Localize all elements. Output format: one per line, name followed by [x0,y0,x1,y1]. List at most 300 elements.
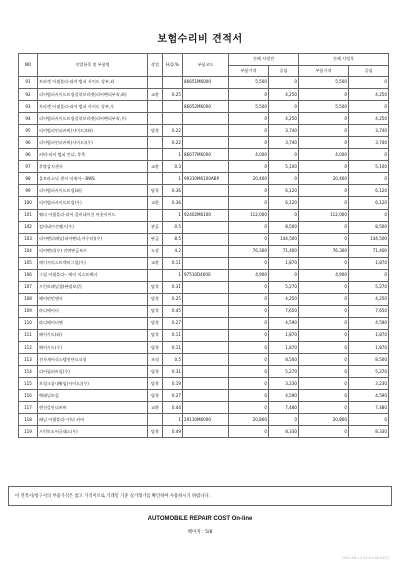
cell-no: 93 [19,101,38,113]
table-row [19,185,389,197]
cell-no: 91 [19,77,38,89]
cell-hqty: 0.5 [163,221,183,233]
cell-before-labor: 0 [269,209,299,221]
cell-code [183,197,229,209]
table-row [19,378,389,390]
cell-code [183,305,229,317]
table-row [19,293,389,305]
cell-code [183,426,229,438]
table-row [19,113,389,125]
cell-before-labor: 4,250 [269,293,299,305]
cell-after-price: 0 [299,161,349,173]
cell-after-price: 0 [299,426,349,438]
table-row [19,101,389,113]
cell-code: 86651M6000 [183,77,229,89]
cell-before-price: 112,000 [229,209,269,221]
cell-after-labor: 5,270 [349,366,389,378]
table-row [19,257,389,269]
cell-hqty: 0.11 [163,257,183,269]
cell-before-labor: 4,590 [269,390,299,402]
cell-after-labor: 5,100 [349,161,389,173]
cell-no: 96 [19,149,38,161]
cell-code [183,125,229,137]
cell-item: 컴비네이션램프(우) [38,221,148,233]
cell-before-labor: 1,870 [269,257,299,269]
col-header-work: 작업 [148,54,163,77]
cell-item: 브라켓 어셈블리-리어 범퍼 사이드 상부,좌 [38,77,148,89]
cell-hqty: 0.45 [163,305,183,317]
cell-before-labor: 6,120 [269,185,299,197]
table-row [19,77,389,89]
cell-work: 교환 [148,161,163,173]
cell-hqty: 1 [163,149,183,161]
col-header-after-price: 부품가격 [299,66,349,77]
cell-work [148,77,163,89]
cell-item: 리어범퍼사이드트림장착브라켓(리어펜더부착,우) [38,113,148,125]
cell-after-price: 0 [299,390,349,402]
cell-after-labor: 0 [349,77,389,89]
cell-hqty: 0.22 [163,137,183,149]
cell-after-price: 0 [299,354,349,366]
cell-hqty: 0.27 [163,317,183,329]
table-row [19,137,389,149]
cell-after-labor: 5,270 [349,281,389,293]
cell-item: 라디에이터 [38,305,148,317]
cell-after-price: 5,500 [299,101,349,113]
cell-no: 117 [19,402,38,414]
cell-before-price: 0 [229,390,269,402]
cell-before-price: 0 [229,257,269,269]
cell-work: 교환 [148,402,163,414]
cell-item: 웨더 어셈블리-리어 콤비네이션 아웃사이드 [38,209,148,221]
cell-after-labor: 7,650 [349,305,389,317]
cell-work: 탈착 [148,317,163,329]
document-title: 보험수리비 견적서 [157,34,243,45]
cell-no: 119 [19,426,38,438]
cell-after-labor: 8,330 [349,426,389,438]
footer-brand: AUTOMOBILE REPAIR COST On-line [147,516,253,522]
table-row [19,281,389,293]
cell-after-labor: 4,590 [349,390,389,402]
table-row [19,414,389,426]
table-row [19,305,389,317]
cell-no: 97 [19,161,38,173]
cell-no: 98 [19,173,38,185]
cell-item: 백패널트림 [38,390,148,402]
cell-work [148,101,163,113]
cell-after-price: 0 [299,185,349,197]
cell-before-price: 0 [229,137,269,149]
table-row [19,269,389,281]
cell-work: 탈착 [148,426,163,438]
cell-code [183,402,229,414]
cell-work: 탈착 [148,281,163,293]
cell-before-price: 20,400 [229,173,269,185]
cell-before-price: 0 [229,221,269,233]
cell-work: 탈착 [148,378,163,390]
table-row [19,89,389,101]
table-row [19,233,389,245]
cell-before-price: 5,500 [229,101,269,113]
cell-no: 108 [19,293,38,305]
cell-no: 104 [19,245,38,257]
cell-code [183,221,229,233]
cell-after-labor: 0 [349,149,389,161]
cell-hqty: 1 [163,173,183,185]
cell-before-price: 4,000 [229,149,269,161]
cell-hqty: 8.5 [163,233,183,245]
col-header-after-labor: 공임 [349,66,389,77]
cell-hqty: 0.36 [163,197,183,209]
cell-before-labor: 6,120 [269,197,299,209]
cell-no: 107 [19,281,38,293]
cell-item: 브라켓 어셈블리-리어 범퍼 사이드 상부,우 [38,101,148,113]
cell-work [148,149,163,161]
cell-after-labor: 0 [349,101,389,113]
cell-after-labor: 6,120 [349,197,389,209]
cell-before-labor: 7,480 [269,402,299,414]
cell-code [183,293,229,305]
cell-before-price: 0 [229,161,269,173]
cell-work: 도장 [148,245,163,257]
cell-item: 리어범퍼사이드트림장착브라켓(리어펜더부착,좌) [38,89,148,101]
cell-item: 헤어펀빈앤사 [38,293,148,305]
cell-code [183,89,229,101]
cell-code: 97510D4000 [183,269,229,281]
cell-after-labor: 4,250 [349,89,389,101]
cell-hqty [163,101,183,113]
disclaimer-note: 이 견적서/청구서의 부품가격은 참고 가격이므로 거래일 기준 실거래가를 확인하여 사용하시기 바랍니다. [8,486,392,506]
cell-work: 탈착 [148,342,163,354]
cell-after-labor: 1,870 [349,329,389,341]
cell-hqty: 0.31 [163,366,183,378]
cell-work: 탈착 [148,125,163,137]
table-row [19,209,389,221]
cell-after-price: 0 [299,89,349,101]
cell-after-labor: 3,740 [349,125,389,137]
cell-item: 리어펜더패널(리어펜더,아우터)(우) [38,233,148,245]
cell-after-price: 20,400 [299,173,349,185]
cell-item: 커버-리어 범퍼 언더, 후축 [38,149,148,161]
cell-after-price: 4,000 [299,149,349,161]
cell-before-labor: 3,230 [269,378,299,390]
cell-no: 92 [19,89,38,101]
cell-item: 리어범퍼사이드트림(좌) [38,185,148,197]
cell-after-labor: 8,500 [349,221,389,233]
cell-hqty: 0.25 [163,293,183,305]
cell-before-price: 0 [229,113,269,125]
cell-work: 교환 [148,257,163,269]
cell-before-price: 0 [229,402,269,414]
cell-code: 99310M6100ABP [183,173,229,185]
cell-work [148,113,163,125]
table-row [19,245,389,257]
cell-before-price: 5,500 [229,77,269,89]
cell-no: 95 [19,125,38,137]
cell-code [183,366,229,378]
cell-hqty [163,77,183,89]
cell-after-price: 76,300 [299,245,349,257]
cell-before-labor: 8,500 [269,354,299,366]
cell-after-price: 0 [299,378,349,390]
table-row [19,329,389,341]
cell-code [183,185,229,197]
cell-after-labor: 71,400 [349,245,389,257]
timestamp-stamp: 2020-06-15 04:01:38 KST/T [341,556,390,560]
cell-item: 그릴 어셈블리-- 에어 익스트랙터 [38,269,148,281]
cell-before-labor: 5,270 [269,366,299,378]
cell-before-price: 0 [229,305,269,317]
cell-before-price: 0 [229,329,269,341]
cell-work: 탈착 [148,329,163,341]
col-header-item: 작업항목 및 부품명 [38,54,148,77]
cell-before-labor: 8,330 [269,426,299,438]
cell-before-labor: 5,100 [269,161,299,173]
cell-code [183,317,229,329]
table-row [19,317,389,329]
cell-work [148,269,163,281]
cell-item: 패널 어셈블리--언더 커버 [38,414,148,426]
cell-hqty: 0.27 [163,390,183,402]
cell-no: 112 [19,342,38,354]
cell-before-price: 0 [229,281,269,293]
cell-work [148,137,163,149]
cell-code: 29110M6000 [183,414,229,426]
cell-before-price: 0 [229,185,269,197]
table-row [19,221,389,233]
cell-item: 전자제어식스템진단모코칭 [38,354,148,366]
cell-before-price: 0 [229,125,269,137]
cell-after-price: 0 [299,233,349,245]
cell-hqty: 0.49 [163,426,183,438]
cell-before-labor: 0 [269,149,299,161]
cell-before-labor: 3,740 [269,137,299,149]
cell-work [148,209,163,221]
cell-before-labor: 1,870 [269,342,299,354]
cell-item: 헤어가드(우) [38,342,148,354]
table-row [19,366,389,378]
cell-after-price: 0 [299,317,349,329]
cell-after-labor: 1,870 [349,257,389,269]
cell-before-price: 0 [229,233,269,245]
cell-hqty: 0.3 [163,161,183,173]
cell-code [183,281,229,293]
cell-hqty: 0.44 [163,402,183,414]
cell-item: 후방감지센서 [38,161,148,173]
cell-code [183,354,229,366]
cell-after-price: 0 [299,257,349,269]
cell-hqty: 0.5 [163,354,183,366]
cell-hqty: 0.19 [163,378,183,390]
cell-code [183,257,229,269]
table-row [19,125,389,137]
cell-no: 103 [19,233,38,245]
cell-before-labor: 71,400 [269,245,299,257]
cell-no: 99 [19,185,38,197]
cell-after-price: 0 [299,305,349,317]
cell-code [183,137,229,149]
cell-before-price: 76,300 [229,245,269,257]
col-header-no: NO [19,54,38,77]
cell-item: 라디에이터팬 [38,317,148,329]
cell-hqty: 0.11 [163,342,183,354]
cell-no: 105 [19,257,38,269]
cell-before-price: 0 [229,354,269,366]
table-row [19,161,389,173]
cell-before-labor: 0 [269,101,299,113]
estimate-table [18,53,389,438]
cell-after-price: 0 [299,137,349,149]
cell-no: 96 [19,137,38,149]
cell-before-price: 0 [229,378,269,390]
cell-no: 101 [19,209,38,221]
cell-work: 탈착 [148,366,163,378]
cell-before-labor: 4,250 [269,89,299,101]
cell-work [148,414,163,426]
cell-after-labor: 0 [349,173,389,185]
cell-before-labor: 0 [269,414,299,426]
cell-after-price: 0 [299,113,349,125]
cell-work: 관공 [148,221,163,233]
cell-after-labor: 4,250 [349,293,389,305]
cell-after-price: 0 [299,402,349,414]
cell-before-price: 0 [229,89,269,101]
cell-item: 메이저익스트렉터그릴(우) [38,257,148,269]
cell-no: 109 [19,305,38,317]
cell-no: 110 [19,317,38,329]
cell-before-labor: 1,870 [269,329,299,341]
cell-item: 울트라소닉 센서 익세이-- BWS [38,173,148,185]
cell-work: 교환 [148,89,163,101]
cell-after-price: 4,900 [299,269,349,281]
cell-before-price: 20,800 [229,414,269,426]
col-header-before-price: 부품가격 [229,66,269,77]
cell-after-price: 0 [299,329,349,341]
cell-after-price: 5,500 [299,77,349,89]
cell-code: 86652M6000 [183,101,229,113]
cell-after-price: 0 [299,293,349,305]
cell-hqty: 1 [163,209,183,221]
cell-item: 트림크룸내휠임(사이드)(우) [38,378,148,390]
col-header-code: 부품코드 [183,54,229,77]
cell-no: 116 [19,390,38,402]
cell-after-labor: 6,120 [349,185,389,197]
table-row [19,197,389,209]
cell-work: 판금 [148,233,163,245]
table-row [19,149,389,161]
cell-code: 92402M6100 [183,209,229,221]
cell-after-labor: 1,870 [349,342,389,354]
cell-before-price: 0 [229,366,269,378]
table-row [19,342,389,354]
cell-after-labor: 7,480 [349,402,389,414]
cell-before-labor: 144,500 [269,233,299,245]
cell-after-labor: 4,590 [349,317,389,329]
cell-no: 114 [19,366,38,378]
cell-after-labor: 0 [349,269,389,281]
cell-code [183,378,229,390]
table-row [19,173,389,185]
col-header-hqty: H.Q.% [163,54,183,77]
cell-item: 프런트패널셀(판넬보강) [38,281,148,293]
cell-after-price: 20,800 [299,414,349,426]
header-row-1 [19,54,389,66]
table-body [19,77,389,438]
cell-no: 115 [19,378,38,390]
cell-no: 106 [19,269,38,281]
cell-after-labor: 3,230 [349,378,389,390]
cell-before-labor: 0 [269,173,299,185]
cell-after-price: 0 [299,197,349,209]
cell-work: 탈착 [148,305,163,317]
cell-no: 100 [19,197,38,209]
page-number: 페이지 : 5/8 [187,530,213,535]
cell-before-labor: 8,500 [269,221,299,233]
cell-after-labor: 4,250 [349,113,389,125]
cell-hqty: 4.2 [163,245,183,257]
cell-before-labor: 0 [269,77,299,89]
cell-hqty: 0.11 [163,329,183,341]
cell-before-price: 0 [229,293,269,305]
cell-after-price: 112,000 [299,209,349,221]
cell-no: 118 [19,414,38,426]
cell-before-labor: 0 [269,269,299,281]
cell-hqty: 0.31 [163,281,183,293]
cell-no: 102 [19,221,38,233]
table-row [19,426,389,438]
cell-before-labor: 5,270 [269,281,299,293]
cell-hqty: 0.36 [163,185,183,197]
cell-item: 리어범퍼언더커버(사이드)(우) [38,137,148,149]
cell-item: 리어범퍼언더커버(사이드)(좌) [38,125,148,137]
cell-code [183,390,229,402]
cell-work: 교환 [148,197,163,209]
cell-hqty: 0.22 [163,125,183,137]
cell-after-price: 0 [299,221,349,233]
cell-item: 리어펜더(우) 전면판금보수 [38,245,148,257]
cell-before-labor: 3,740 [269,125,299,137]
cell-after-labor: 3,740 [349,137,389,149]
cell-work: 탈착 [148,293,163,305]
cell-code [183,245,229,257]
cell-no: 111 [19,329,38,341]
cell-before-labor: 7,650 [269,305,299,317]
cell-hqty: 1 [163,414,183,426]
cell-after-price: 0 [299,281,349,293]
cell-code [183,342,229,354]
cell-hqty [163,113,183,125]
cell-before-price: 0 [229,342,269,354]
col-header-after: 손해 사정후 [299,54,389,66]
cell-work: 조정 [148,354,163,366]
col-header-before: 손해 사정전 [229,54,299,66]
cell-before-price: 0 [229,197,269,209]
cell-code [183,233,229,245]
cell-after-labor: 8,500 [349,354,389,366]
table-row [19,402,389,414]
cell-hqty: 1 [163,269,183,281]
cell-work: 탈착 [148,390,163,402]
cell-before-labor: 4,250 [269,113,299,125]
cell-code [183,113,229,125]
cell-code: 86677M6000 [183,149,229,161]
cell-item: 엔진플안더커버 [38,402,148,414]
cell-item: 프런트도어글래스(우) [38,426,148,438]
cell-after-price: 0 [299,125,349,137]
table-row [19,354,389,366]
cell-after-price: 0 [299,366,349,378]
cell-no: 94 [19,113,38,125]
